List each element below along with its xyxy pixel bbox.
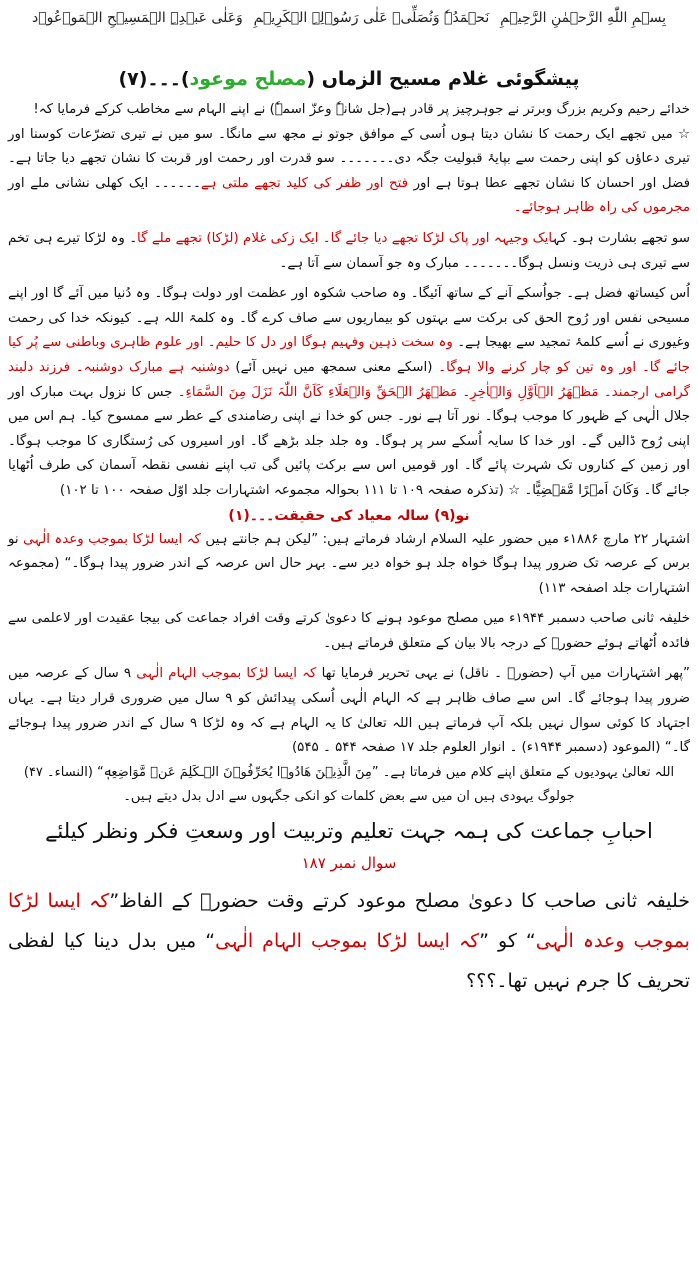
question-text (8, 881, 690, 1001)
text-span: سو تجھے بشارت ہو۔ کہ (552, 230, 690, 246)
highlight-key-of-victory: فتح اور ظفر کی کلید تجھے ملتی ہے (200, 175, 409, 191)
text-span: خلیفہ ثانی صاحب کا دعویٰ مصلح موعود کرتے وقت حضورؑ کے الفاظ” (109, 889, 690, 912)
text-span: نو برس کے عرصہ تک ضرور پیدا ہوگا خواہ جلد ہو خواہ دیر سے۔ بہر حال اس عرصہ کے اندر ضرور پیدا ہوگا۔“ (مجموعہ اشتہارات جلد اصفحہ ۱۱۳) (8, 531, 690, 596)
highlight-revelation-phrase: کہ ایسا لڑکا بموجب الہام الٰہی (215, 929, 480, 952)
khalifa-paragraph: خلیفہ ثانی صاحب دسمبر ۱۹۴۴ء میں مصلح موعود ہونے کا دعویٰ کرتے وقت افراد جماعت کی بیجا عقیدت اور لاعلمی سے فائدہ اُٹھاتے ہوئے حضورؑ کے درجہ بالا بیان کے متعلق فرماتے ہیں۔ (8, 611, 690, 651)
quran-verse-line (8, 761, 690, 785)
quran-translation-line: جولوگ یہودی ہیں ان میں سے بعض کلمات کو انکی جگہوں سے ادل بدل دیتے ہیں۔ (123, 788, 575, 804)
invocation-header (8, 6, 690, 30)
highlight-promise-phrase: کہ ایسا لڑکا بموجب وعدہ الٰہی (8, 889, 690, 952)
advert-quote-paragraph (8, 528, 690, 602)
section-heading: نو(۹) سالہ معیاد کی حقیقت۔۔۔(۱) (228, 507, 470, 524)
text-span: ☆ میں تجھے ایک رحمت کا نشان دیتا ہوں اُسی کے موافق جوتو نے مجھ سے مانگا۔ سو میں نے تیری تضرّعات کوسنا اور تیری دعاؤں کو اپنی رحمت سے بپایۂ قبولیت جگہ دی۔۔۔۔۔۔۔ سو قدرت اور رحمت اور قربت کا نشان تجھے دیا جاتا ہے۔فضل اور احسان کا نشان تجھے عطا ہوتا ہے اور (8, 126, 691, 191)
title-musleh-maud: مصلح موعود (189, 68, 307, 90)
text-span: جس کا نزول بہت مبارک اور جلال الٰہی کے ظہور کا موجب ہوگا۔ نور آتا ہے نور۔ جس کو خدا نے اپنی رضامندی کے عطر سے ممسوح کیا۔ ہم اس میں اپنی رُوح ڈالیں گے۔ اور خدا کا سایہ اُسکے سر پر ہوگا۔ وہ جلد جلد بڑھے گا۔ اور اسیروں کی رُستگاری کا موجب ہوگا۔ اور زمین کے کناروں تک شہرت پائے گا۔ اور قومیں اس سے برکت پائیں گی تب اپنے نفسی نقطہ آسمان کی طرف اُٹھایا جائے گا۔ وَکَانَ اَمۡرًا مَّقۡضِیًّا۔ ☆ (تذکرہ صفحہ ۱۰۹ تا ۱۱۱ بحوالہ مجموعہ اشتہارات جلد اوّل صفحہ ۱۰۰ تا ۱۰۲) (8, 384, 690, 498)
highlight-divine-revelation: کہ ایسا لڑکا بموجب الہام الٰہی (136, 666, 317, 682)
revelation-paragraph-1 (8, 123, 690, 221)
text-span: ۔۔۔۔۔۔ ایک کھلی نشانی ملے اور (8, 175, 201, 191)
title-part-1: پیشگوئی غلام مسیح الزماں ( (306, 68, 580, 90)
text-span: “ کو ” (479, 929, 536, 952)
bismillah: بِسۡمِ اللّٰهِ الرَّحۡمٰنِ الرَّحِیۡمِ (500, 10, 666, 26)
highlight-arabic: دوشنبہ ہے مبارک دوشنبہ۔ فرزند دلبند گرامی ارجمند۔ مَظۡهَرُ الۡاَوَّلِ وَالۡاٰخِرِ۔ مَظۡهَرُ الۡحَقِّ وَالۡعَلَاءِ کَاَنَّ اللّٰہَ نَزَلَ مِنَ السَّمَاءِ۔ (8, 359, 690, 400)
text-span: اشتہار ۲۲ مارچ ۱۸۸۶ء میں حضور علیہ السلام ارشاد فرماتے ہیں: ”لیکن ہم جانتے ہیں (205, 531, 690, 547)
page-title (8, 68, 690, 98)
title-part-3: )۔۔۔(۷) (118, 68, 190, 90)
highlight-divine-promise: کہ ایسا لڑکا بموجب وعدہ الٰہی (23, 531, 201, 547)
text-span: ۔ وہ لڑکا تیرے ہی تخم سے تیری ہی ذریت ونسل ہوگا۔۔۔۔۔۔۔ مبارک وہ جو آسمان سے آتا ہے۔ (8, 230, 690, 271)
text-span: ۹ سال کے عرصہ میں ضرور پیدا ہوجائے گا۔ اس سے صاف ظاہر ہے کہ الہام الٰہی اُسکی پیدائش کو ۹ سال میں ضروری قرار دیتا ہے۔ یہاں اجتہاد کا کوئی سوال نہیں بلکہ آپ فرماتے ہیں اللہ تعالیٰ کا یہ الہام ہے کہ وہ لڑکا ۹ سال کے اندر ضرور پیدا ہوجائے گا۔“ (الموعود (دسمبر ۱۹۴۴ء) ۔ انوار العلوم جلد ۱۷ صفحہ ۵۴۴ ۔ ۵۴۵) (8, 666, 690, 756)
highlight-pure-boy: ایک وجیہہ اور پاک لڑکا تجھے دیا جائے گا۔ ایک زکی غلام (لڑکا) تجھے ملے گا (137, 230, 553, 246)
text-span: اُس کیساتھ فضل ہے۔ جواُسکے آنے کے ساتھ آئیگا۔ وہ صاحب شکوہ اور عظمت اور دولت ہوگا۔ وہ دُنیا میں آئے گا اور اپنے مسیحی نفس اور رُوح الحق کی برکت سے بہتوں کو بیماریوں سے صاف کرے گا۔ وہ کلمۃ اللہ ہے۔ کیونکہ خدا کی رحمت وغیوری نے اُسے کلمۂ تمجید سے بھیجا ہے۔ (8, 286, 691, 351)
highlight-criminals-path: مجرموں کی راہ ظاہر ہوجائے۔ (513, 200, 690, 216)
highlight-intelligent: وہ سخت ذہین وفہیم ہوگا اور دل کا حلیم۔ اور علوم ظاہری وباطنی سے پُر کیا جائے گا۔ اور وہ تین کو چار کرنے والا ہوگا۔ (8, 335, 690, 375)
almaud-quote-paragraph (8, 662, 690, 760)
waala-abdihi: وَعَلٰی عَبۡدِہِ الۡمَسِیۡحِ الۡمَوۡعُوۡد (32, 10, 243, 26)
text-span: “ میں بدل دینا کیا لفظی تحریف کا جرم نہیں تھا۔؟؟؟ (8, 929, 690, 992)
quran-arabic: مِنَ الَّذِيۡنَ هَادُوۡا يُحَرِّفُوۡنَ الۡـكَلِمَ عَنۡ مَّوَاضِعِهٖ (103, 764, 372, 780)
text-span: (اسکے معنی سمجھ میں نہیں آئے) (235, 359, 433, 375)
text-span: اللہ تعالیٰ یہودیوں کے متعلق اپنے کلام میں فرماتا ہے۔ ” (371, 764, 675, 780)
question-number: سوال نمبر ۱۸۷ (301, 853, 397, 872)
revelation-paragraph-3 (8, 282, 690, 503)
nahmaduhu: نَحۡمَدُہٗ وَنُصَلِّیۡ عَلٰی رَسُوۡلِہِ الۡکَرِیۡمِ (253, 10, 490, 26)
text-span: “ (النساء۔ ۴۷) (23, 764, 104, 780)
revelation-paragraph-2 (8, 227, 690, 276)
intro-paragraph: خدائے رحیم وکریم بزرگ وبرتر نے جوہرچیز پر قادر ہے(جل شانہٗ وعزّ اسمہٗ) نے اپنے الہام سے مخاطب کرکے فرمایا کہ! (33, 102, 690, 117)
big-heading: احبابِ جماعت کی ہمہ جہت تعلیم وتربیت اور وسعتِ فکر ونظر کیلئے (45, 818, 653, 843)
text-span: ”پھر اشتہارات میں آپ (حضورؑ ۔ ناقل) نے یہی تحریر فرمایا تھا (321, 666, 690, 682)
